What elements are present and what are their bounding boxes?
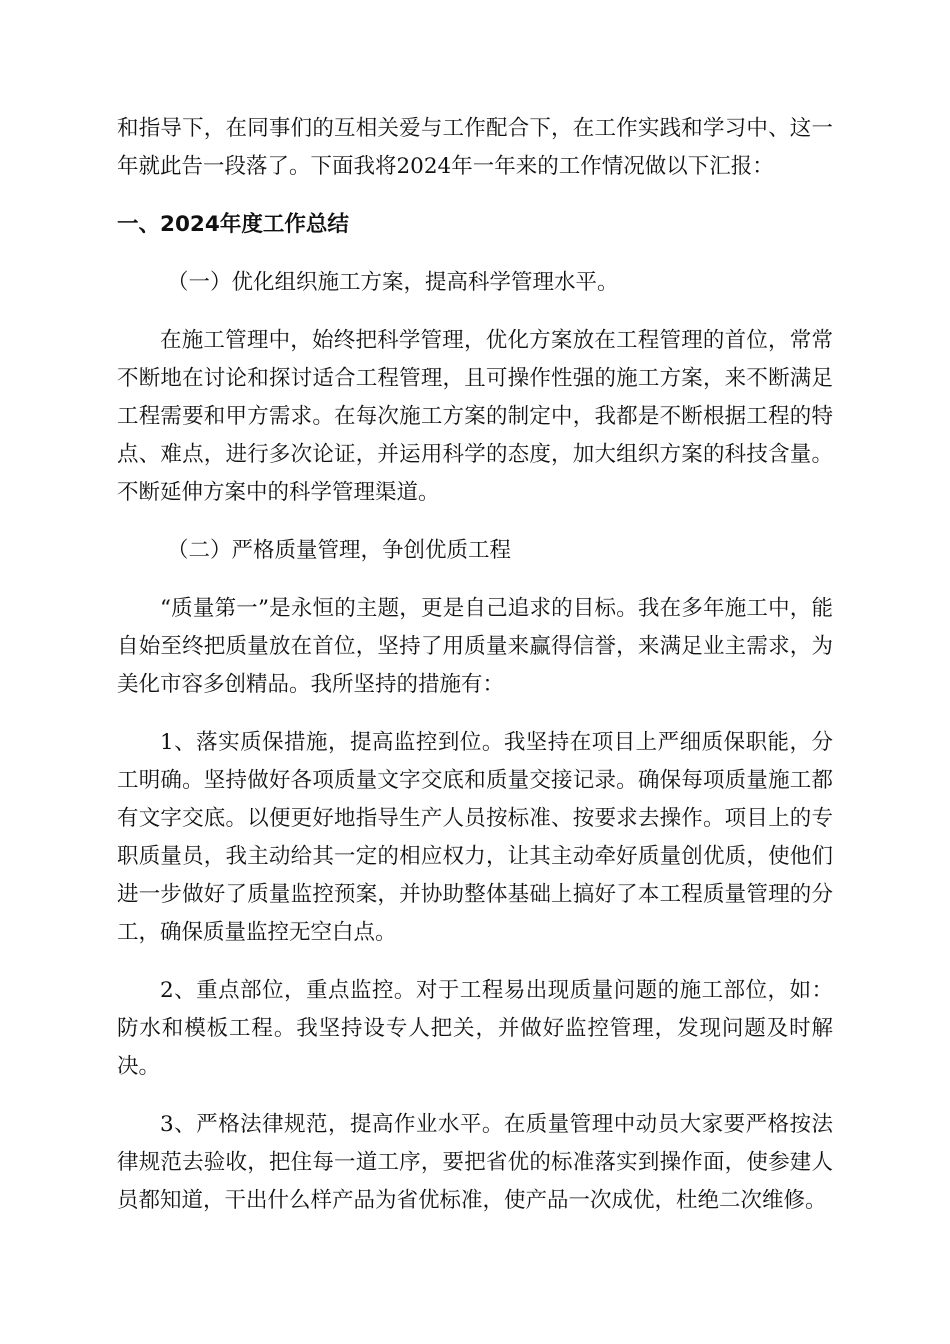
list-item-key-parts: 2、重点部位，重点监控。对于工程易出现质量问题的施工部位，如：防水和模板工程。我坚持设专人把关，并做好监控管理，发现问题及时解决。 — [117, 978, 833, 1079]
paragraph-quality-first: “质量第一”是永恒的主题，更是自己追求的目标。我在多年施工中，能自始至终把质量放在首位，坚持了用质量来赢得信誉，来满足业主需求，为美化市容多创精品。我所坚持的措施有： — [117, 596, 833, 697]
document-page — [117, 110, 833, 1240]
subheading-optimize-plan: （一）优化组织施工方案，提高科学管理水平。 — [167, 270, 619, 295]
subheading-quality-management: （二）严格质量管理，争创优质工程 — [167, 538, 512, 563]
list-item-legal-standards: 3、严格法律规范，提高作业水平。在质量管理中动员大家要严格按法律规范去验收，把住每一道工序，要把省优的标准落实到操作面，使参建人员都知道，干出什么样产品为省优标准，使产品一次成优，杜绝二次维修。 — [117, 1112, 833, 1213]
continuation-paragraph: 和指导下，在同事们的互相关爱与工作配合下，在工作实践和学习中、这一年就此告一段落了。下面我将2024年一年来的工作情况做以下汇报： — [117, 116, 833, 179]
section-heading: 一、2024年度工作总结 — [117, 212, 349, 237]
list-item-quality-measures: 1、落实质保措施，提高监控到位。我坚持在项目上严细质保职能，分工明确。坚持做好各项质量文字交底和质量交接记录。确保每项质量施工都有文字交底。以便更好地指导生产人员按标准、按要求去操作。项目上的专职质量员，我主动给其一定的相应权力，让其主动牵好质量创优质，使他们进一步做好了质量监控预案，并协助整体基础上搞好了本工程质量管理的分工，确保质量监控无空白点。 — [117, 730, 833, 945]
paragraph-construction-management: 在施工管理中，始终把科学管理，优化方案放在工程管理的首位，常常不断地在讨论和探讨适合工程管理，且可操作性强的施工方案，来不断满足工程需要和甲方需求。在每次施工方案的制定中，我都是不断根据工程的特点、难点，进行多次论证，并运用科学的态度，加大组织方案的科技含量。不断延伸方案中的科学管理渠道。 — [117, 328, 833, 505]
